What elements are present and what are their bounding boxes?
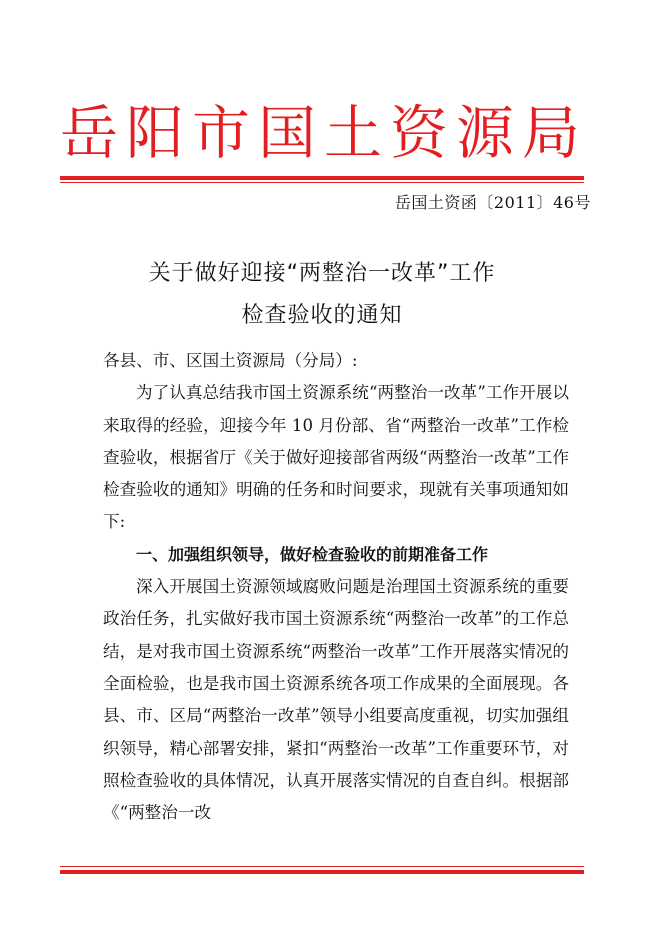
masthead-char: 岳 <box>60 99 119 167</box>
masthead-char: 市 <box>191 99 250 167</box>
masthead <box>60 94 580 172</box>
paragraph: 深入开展国土资源领域腐败问题是治理国土资源系统的重要政治任务，扎实做好我市国土资源系统“两整治一改革”的工作总结，是对我市国土资源系统“两整治一改革”工作开展落实情况的全面检验，也是我市国土资源系统各项工作成果的全面展现。各县、市、区局“两整治一改革”领导小组要高度重视，切实加强组织领导，精心部署安排，紧扣“两整治一改革”工作重要环节，对照检查验收的具体情况，认真开展落实情况的自查自纠。根据部《“两整治一改 <box>103 577 569 823</box>
masthead-char: 资 <box>389 99 448 167</box>
masthead-char: 阳 <box>125 99 184 167</box>
masthead-char: 国 <box>257 99 316 167</box>
masthead-char: 土 <box>323 99 382 167</box>
masthead-char: 源 <box>455 99 514 167</box>
title-line-1: 关于做好迎接“两整治一改革”工作 <box>148 261 496 286</box>
document-body <box>103 345 569 829</box>
header-rule-thin <box>60 182 584 183</box>
footer-rule-thin <box>60 866 584 867</box>
section-heading: 一、加强组织领导，做好检查验收的前期准备工作 <box>136 544 489 564</box>
salutation: 各县、市、区国土资源局（分局）: <box>103 351 358 370</box>
masthead-char: 局 <box>521 99 580 167</box>
footer-rule-thick <box>60 870 584 874</box>
paragraph: 为了认真总结我市国土资源系统“两整治一改革”工作开展以来取得的经验，迎接今年 10 月份部、省“两整治一改革”工作检查验收，根据省厅《关于做好迎接部省两级“两整治一改革”工作检查验收的通知》明确的任务和时间要求，现就有关事项通知如下: <box>103 383 569 532</box>
header-rule-thick <box>60 176 584 180</box>
document-number: 岳国土资函〔2011〕46号 <box>394 193 591 212</box>
title-line-2: 检查验收的通知 <box>241 303 403 328</box>
